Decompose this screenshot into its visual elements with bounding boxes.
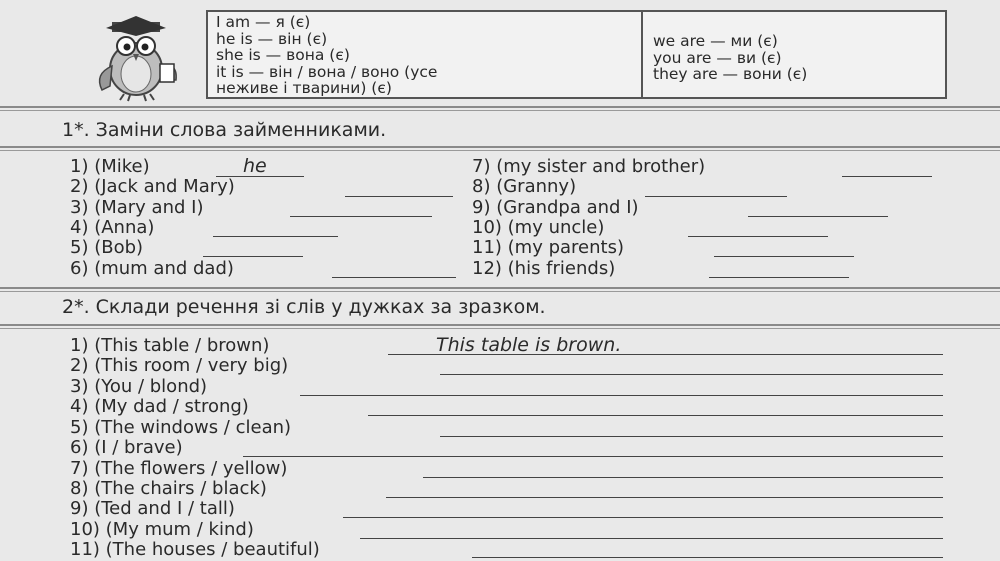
exercise1-heading: 1*. Заміни слова займенниками. bbox=[62, 119, 387, 141]
answer-blank[interactable] bbox=[748, 216, 888, 217]
grammar-reference-box bbox=[206, 10, 947, 99]
exercise1-item: 7) (my sister and brother) bbox=[472, 156, 706, 177]
answer-blank[interactable] bbox=[213, 236, 338, 237]
exercise1-example-answer: he bbox=[243, 155, 267, 177]
grammar-line: they are — вони (є) bbox=[653, 65, 808, 83]
owl-illustration bbox=[88, 14, 188, 102]
answer-blank[interactable] bbox=[472, 557, 943, 558]
answer-blank[interactable] bbox=[332, 277, 456, 278]
answer-blank[interactable] bbox=[645, 196, 787, 197]
answer-blank[interactable] bbox=[440, 374, 943, 375]
exercise2-item: 9) (Ted and I / tall) bbox=[70, 498, 235, 519]
exercise2-item: 4) (My dad / strong) bbox=[70, 396, 249, 417]
divider bbox=[0, 146, 1000, 148]
exercise2-example-answer: This table is brown. bbox=[436, 334, 622, 356]
grammar-line: it is — він / вона / воно (усе bbox=[216, 62, 438, 81]
answer-blank[interactable] bbox=[343, 517, 943, 518]
answer-blank[interactable] bbox=[368, 415, 943, 416]
grammar-line: you are — ви (є) bbox=[653, 48, 782, 67]
answer-blank[interactable] bbox=[388, 354, 943, 355]
grammar-line: she is — вона (є) bbox=[216, 46, 350, 64]
exercise1-item: 8) (Granny) bbox=[472, 176, 577, 197]
divider bbox=[0, 328, 1000, 329]
exercise1-item: 10) (my uncle) bbox=[472, 217, 605, 238]
exercise2-item: 10) (My mum / kind) bbox=[70, 519, 254, 540]
grammar-line: неживе і тварини) (є) bbox=[216, 79, 392, 97]
grammar-line: I am — я (є) bbox=[216, 13, 311, 31]
grammar-line: we are — ми (є) bbox=[653, 32, 778, 50]
divider bbox=[0, 287, 1000, 289]
divider bbox=[0, 291, 1000, 292]
divider bbox=[0, 324, 1000, 326]
answer-blank[interactable] bbox=[440, 436, 943, 437]
answer-blank[interactable] bbox=[714, 256, 854, 257]
exercise1-item: 11) (my parents) bbox=[472, 237, 624, 258]
answer-blank[interactable] bbox=[203, 256, 303, 257]
answer-blank[interactable] bbox=[360, 538, 943, 539]
exercise1-item: 6) (mum and dad) bbox=[70, 258, 234, 279]
exercise1-item: 3) (Mary and I) bbox=[70, 197, 204, 218]
exercise1-item: 12) (his friends) bbox=[472, 258, 616, 279]
answer-blank[interactable] bbox=[423, 477, 943, 478]
exercise2-item: 8) (The chairs / black) bbox=[70, 478, 267, 499]
answer-blank[interactable] bbox=[290, 216, 432, 217]
exercise1-item: 1) (Mike) bbox=[70, 156, 150, 177]
divider bbox=[0, 110, 1000, 111]
exercise2-item: 1) (This table / brown) bbox=[70, 335, 270, 356]
divider bbox=[0, 106, 1000, 108]
answer-blank[interactable] bbox=[842, 176, 932, 177]
exercise1-item: 9) (Grandpa and I) bbox=[472, 197, 639, 218]
answer-blank[interactable] bbox=[300, 395, 943, 396]
answer-blank[interactable] bbox=[709, 277, 849, 278]
grammar-line: he is — він (є) bbox=[216, 29, 328, 48]
exercise2-item: 6) (I / brave) bbox=[70, 437, 183, 458]
exercise1-item: 5) (Bob) bbox=[70, 237, 144, 258]
answer-blank[interactable] bbox=[243, 456, 943, 457]
exercise2-item: 5) (The windows / clean) bbox=[70, 417, 292, 438]
exercise2-item: 11) (The houses / beautiful) bbox=[70, 539, 320, 560]
answer-blank[interactable] bbox=[688, 236, 828, 237]
answer-blank[interactable] bbox=[345, 196, 453, 197]
exercise1-item: 4) (Anna) bbox=[70, 217, 155, 238]
exercise1-item: 2) (Jack and Mary) bbox=[70, 176, 235, 197]
exercise2-item: 2) (This room / very big) bbox=[70, 355, 289, 376]
divider bbox=[0, 150, 1000, 151]
grammar-singular bbox=[208, 12, 643, 97]
exercise2-item: 3) (You / blond) bbox=[70, 376, 208, 397]
answer-blank[interactable] bbox=[386, 497, 943, 498]
exercise2-heading: 2*. Склади речення зі слів у дужках за зразком. bbox=[62, 296, 546, 318]
grammar-plural bbox=[645, 12, 945, 97]
exercise2-item: 7) (The flowers / yellow) bbox=[70, 458, 288, 479]
